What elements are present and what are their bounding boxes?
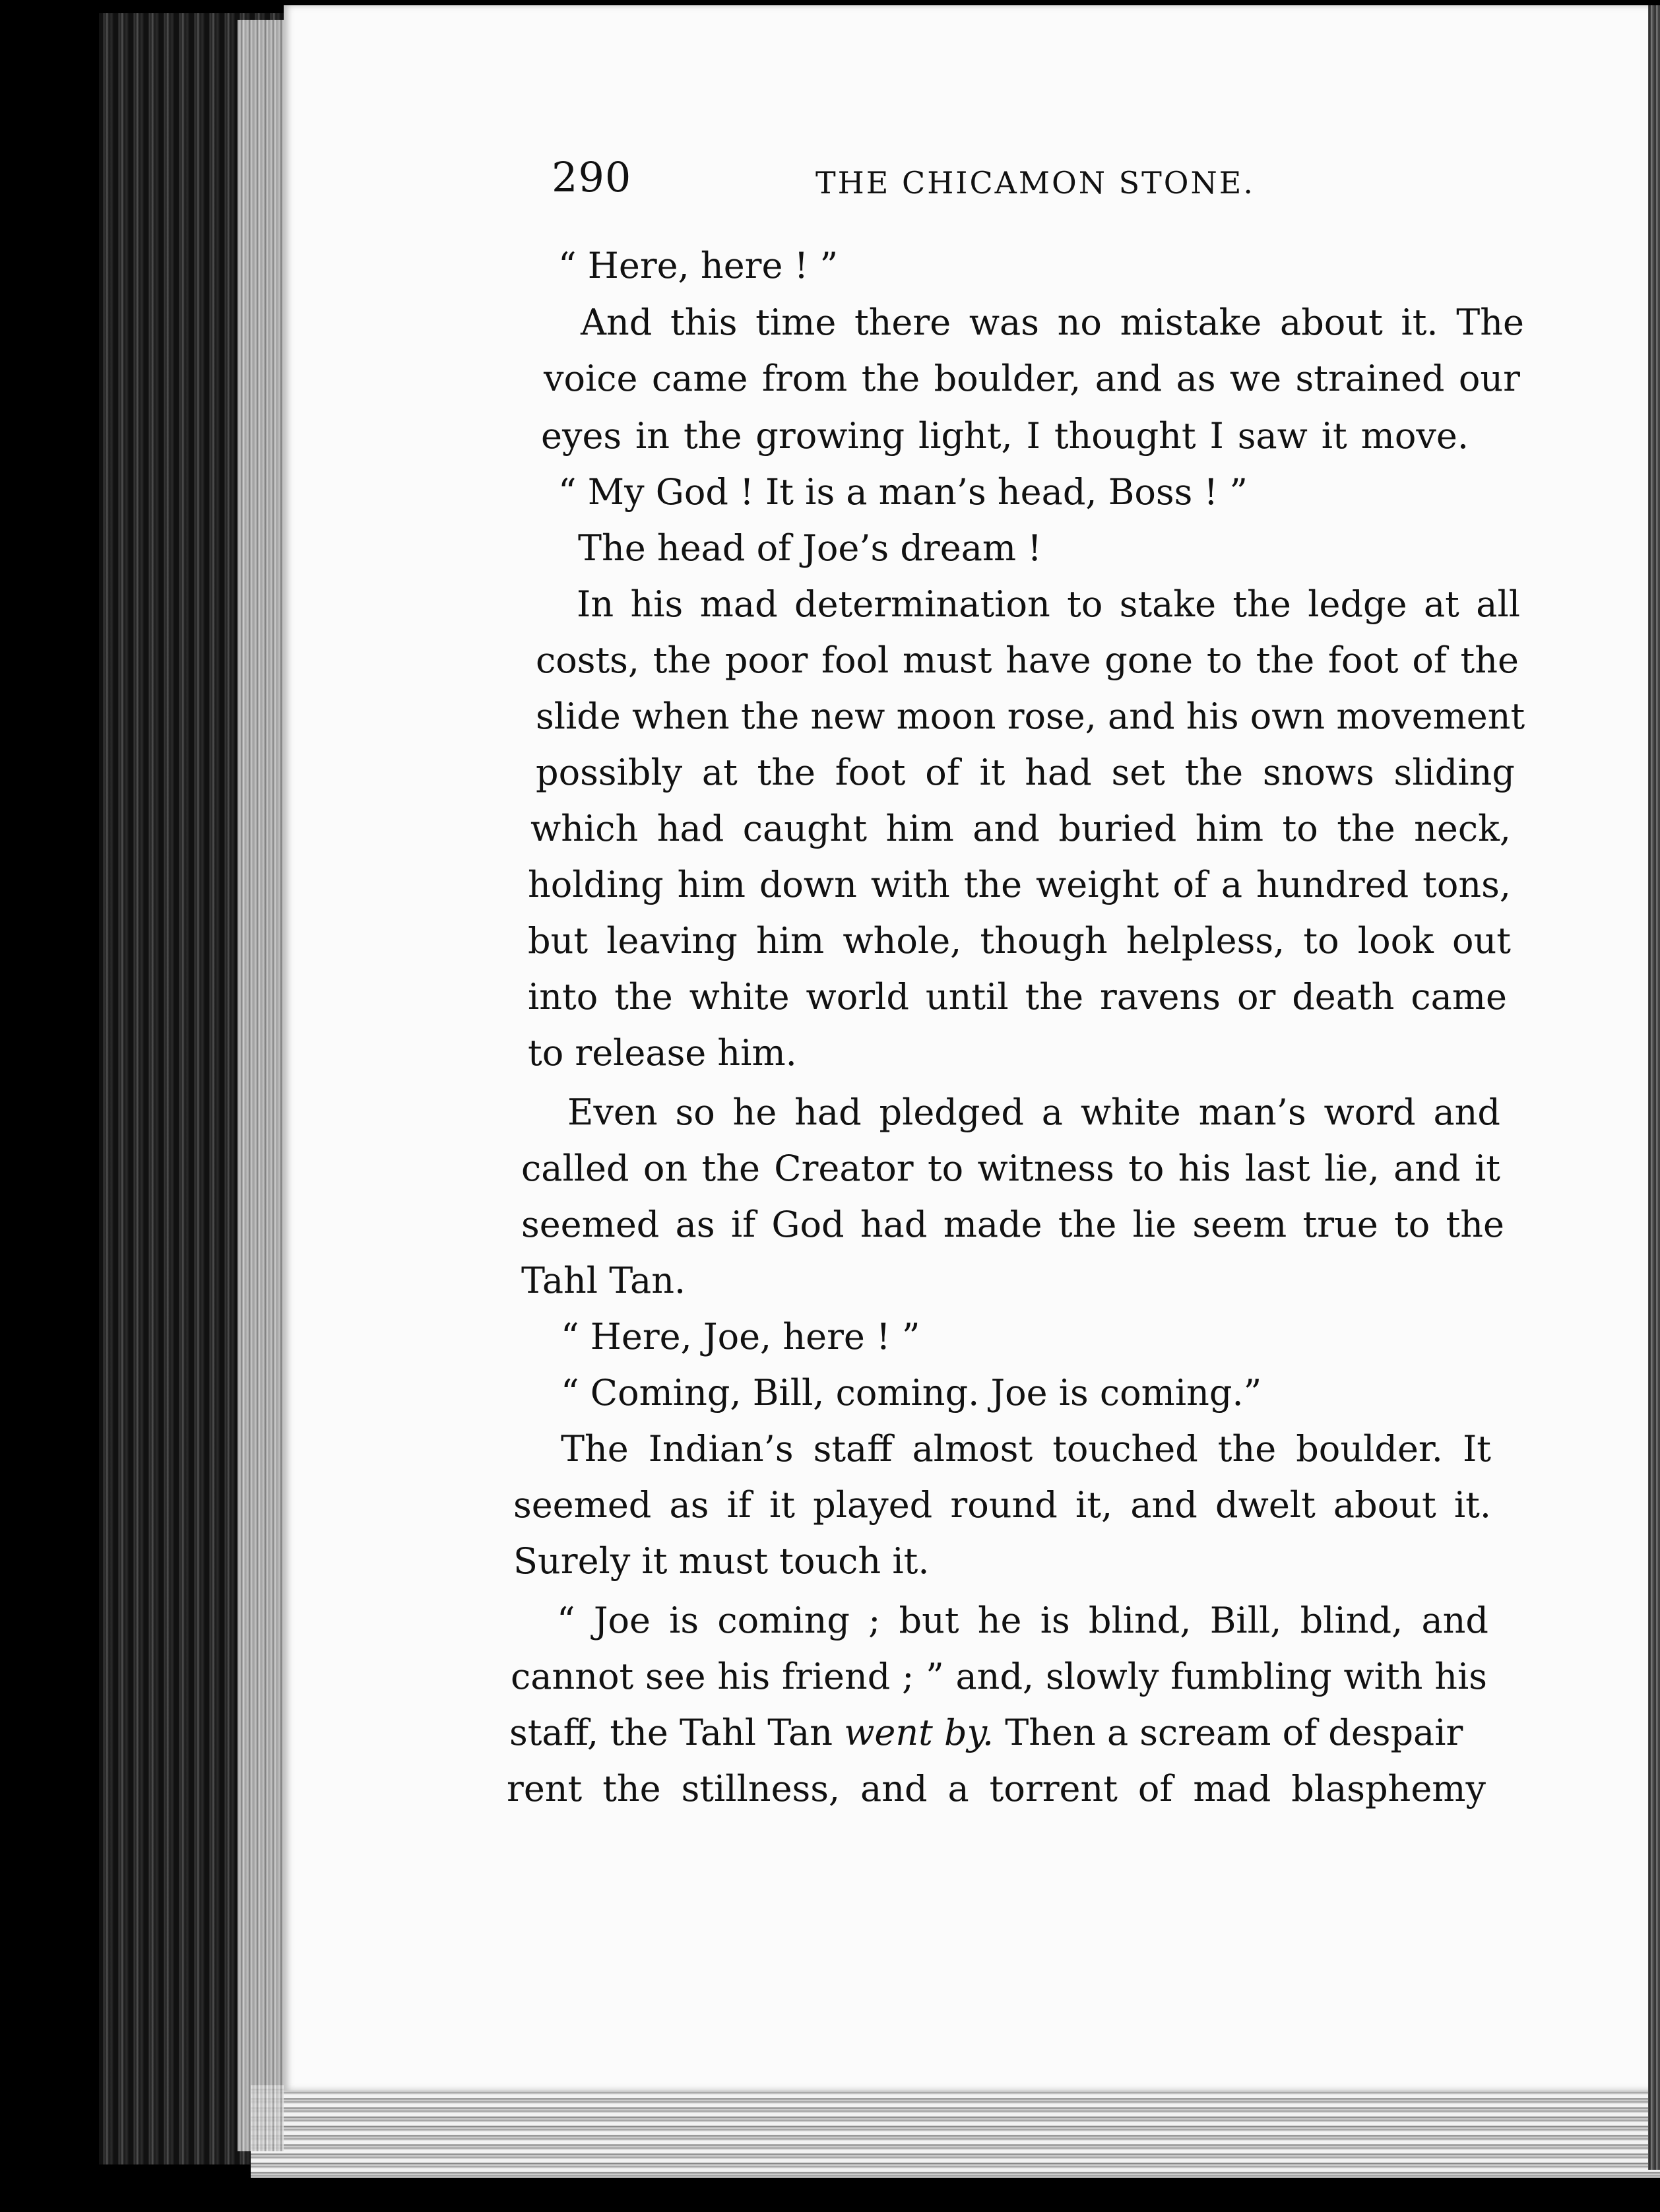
- text-line: “ My God ! It is a man’s head, Boss ! ”: [558, 471, 1248, 513]
- text-line: called on the Creator to witness to his last lie, and it: [521, 1148, 1500, 1189]
- text-line: “ Joe is coming ; but he is blind, Bill, blind, and: [557, 1600, 1488, 1641]
- text-line: Even so he had pledged a white man’s word and: [567, 1091, 1500, 1133]
- book-title: THE CHICAMON STONE.: [815, 165, 1255, 201]
- page-edge-right: [1648, 5, 1660, 2170]
- text-line: “ Coming, Bill, coming. Joe is coming.”: [561, 1372, 1262, 1414]
- page-number: 290: [552, 153, 632, 201]
- text-line: The head of Joe’s dream !: [578, 527, 1042, 569]
- text-line: costs, the poor fool must have gone to the foot of the: [536, 639, 1519, 681]
- text-line: possibly at the foot of it had set the snows sliding: [536, 752, 1515, 793]
- text-line: seemed as if God had made the lie seem true to the: [521, 1204, 1504, 1245]
- text-line: seemed as if it played round it, and dwelt about it.: [513, 1484, 1491, 1526]
- text-line: “ Here, here ! ”: [558, 245, 839, 286]
- text-line: but leaving him whole, though helpless, to look out: [528, 920, 1511, 961]
- text-run: Then a scream of despair: [994, 1712, 1463, 1753]
- text-line: which had caught him and buried him to the neck,: [530, 808, 1511, 849]
- text-line: slide when the new moon rose, and his own movement: [536, 696, 1525, 737]
- text-line: “ Here, Joe, here ! ”: [561, 1316, 920, 1357]
- text-line: And this time there was no mistake about it. The: [581, 302, 1524, 343]
- text-line: to release him.: [528, 1032, 797, 1074]
- text-line: cannot see his friend ; ” and, slowly fumbling with his: [511, 1656, 1487, 1697]
- italic-text-run: went by.: [844, 1712, 994, 1753]
- text-line: holding him down with the weight of a hundred tons,: [528, 864, 1511, 905]
- text-line: The Indian’s staff almost touched the boulder. It: [561, 1428, 1491, 1470]
- page-edges-bottom: [251, 2085, 1660, 2178]
- page-edges-left-light: [238, 20, 284, 2151]
- text-run: staff, the Tahl Tan: [509, 1712, 845, 1753]
- text-line: eyes in the growing light, I thought I saw it move.: [541, 415, 1469, 457]
- text-line: Tahl Tan.: [521, 1260, 686, 1301]
- text-line: into the white world until the ravens or death came: [528, 976, 1507, 1018]
- running-head: [552, 153, 1264, 206]
- text-line: Surely it must touch it.: [513, 1540, 930, 1582]
- text-line-mixed: [509, 1705, 1488, 1761]
- text-line: rent the stillness, and a torrent of mad blasphemy: [507, 1768, 1486, 1809]
- text-line: voice came from the boulder, and as we strained our: [544, 358, 1520, 399]
- text-line: In his mad determination to stake the ledge at all: [577, 583, 1520, 625]
